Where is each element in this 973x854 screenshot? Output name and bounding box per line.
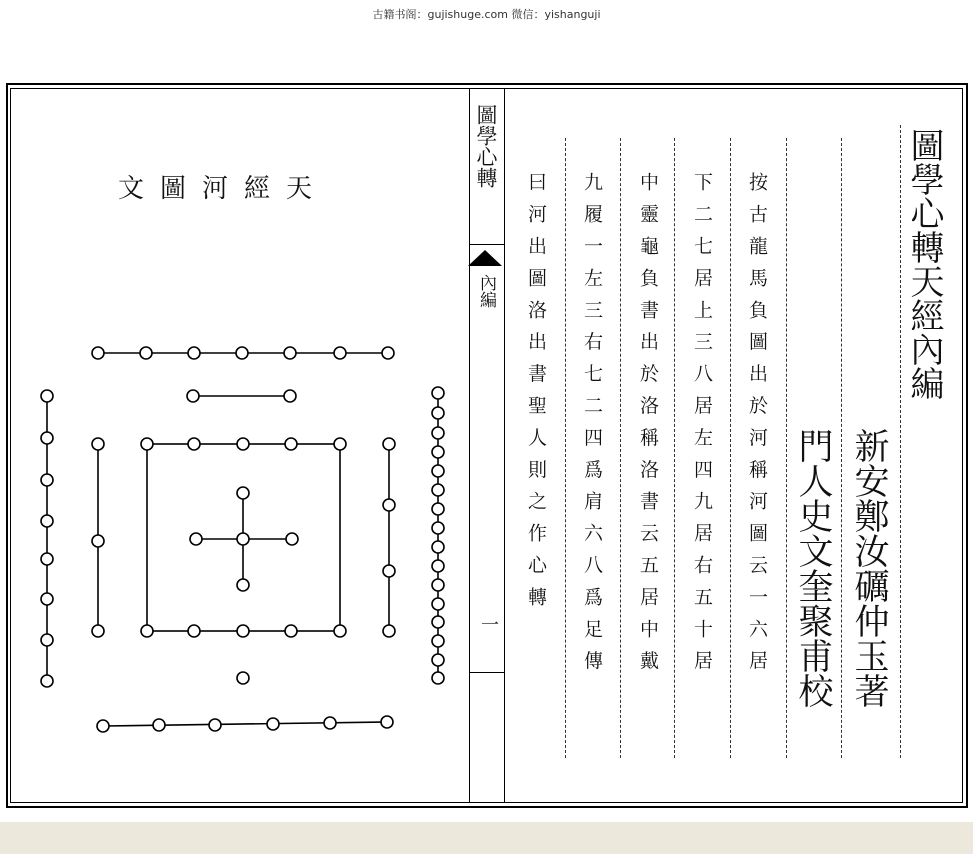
book-heading: 圖學心轉天經內編 [904, 128, 944, 400]
text-column-1: 按古龍馬負圖出於河稱河圖云一六居 [746, 172, 768, 683]
banxin-book-title: 圖學心轉 [474, 104, 498, 188]
column-rule [730, 138, 731, 758]
diagram-title: 文圖河經天 [118, 174, 329, 204]
text-column-5: 曰河出圖洛出書聖人則之作心轉 [525, 172, 547, 619]
banxin-section: 內編 [476, 274, 496, 308]
column-rule [786, 138, 787, 758]
author-line: 新安鄭汝礪仲玉著 [849, 428, 889, 708]
text-column-3: 中靈龜負書出於洛稱洛書云五居中戴 [637, 172, 659, 683]
bottom-band [0, 822, 973, 854]
watermark-text: 古籍书阁：gujishuge.com 微信：yishanguji [372, 8, 601, 21]
column-rule [674, 138, 675, 758]
text-column-4: 九履一左三右七二四爲肩六八爲足傳 [581, 172, 603, 683]
banxin-page-number: 一 [478, 615, 499, 633]
column-rule [565, 138, 566, 758]
text-column-2: 下二七居上三八居左四九居右五十居 [691, 172, 713, 683]
column-rule [620, 138, 621, 758]
column-rule [841, 138, 842, 758]
column-rule [900, 125, 901, 758]
collator-line: 門人史文奎聚甫校 [793, 428, 833, 708]
